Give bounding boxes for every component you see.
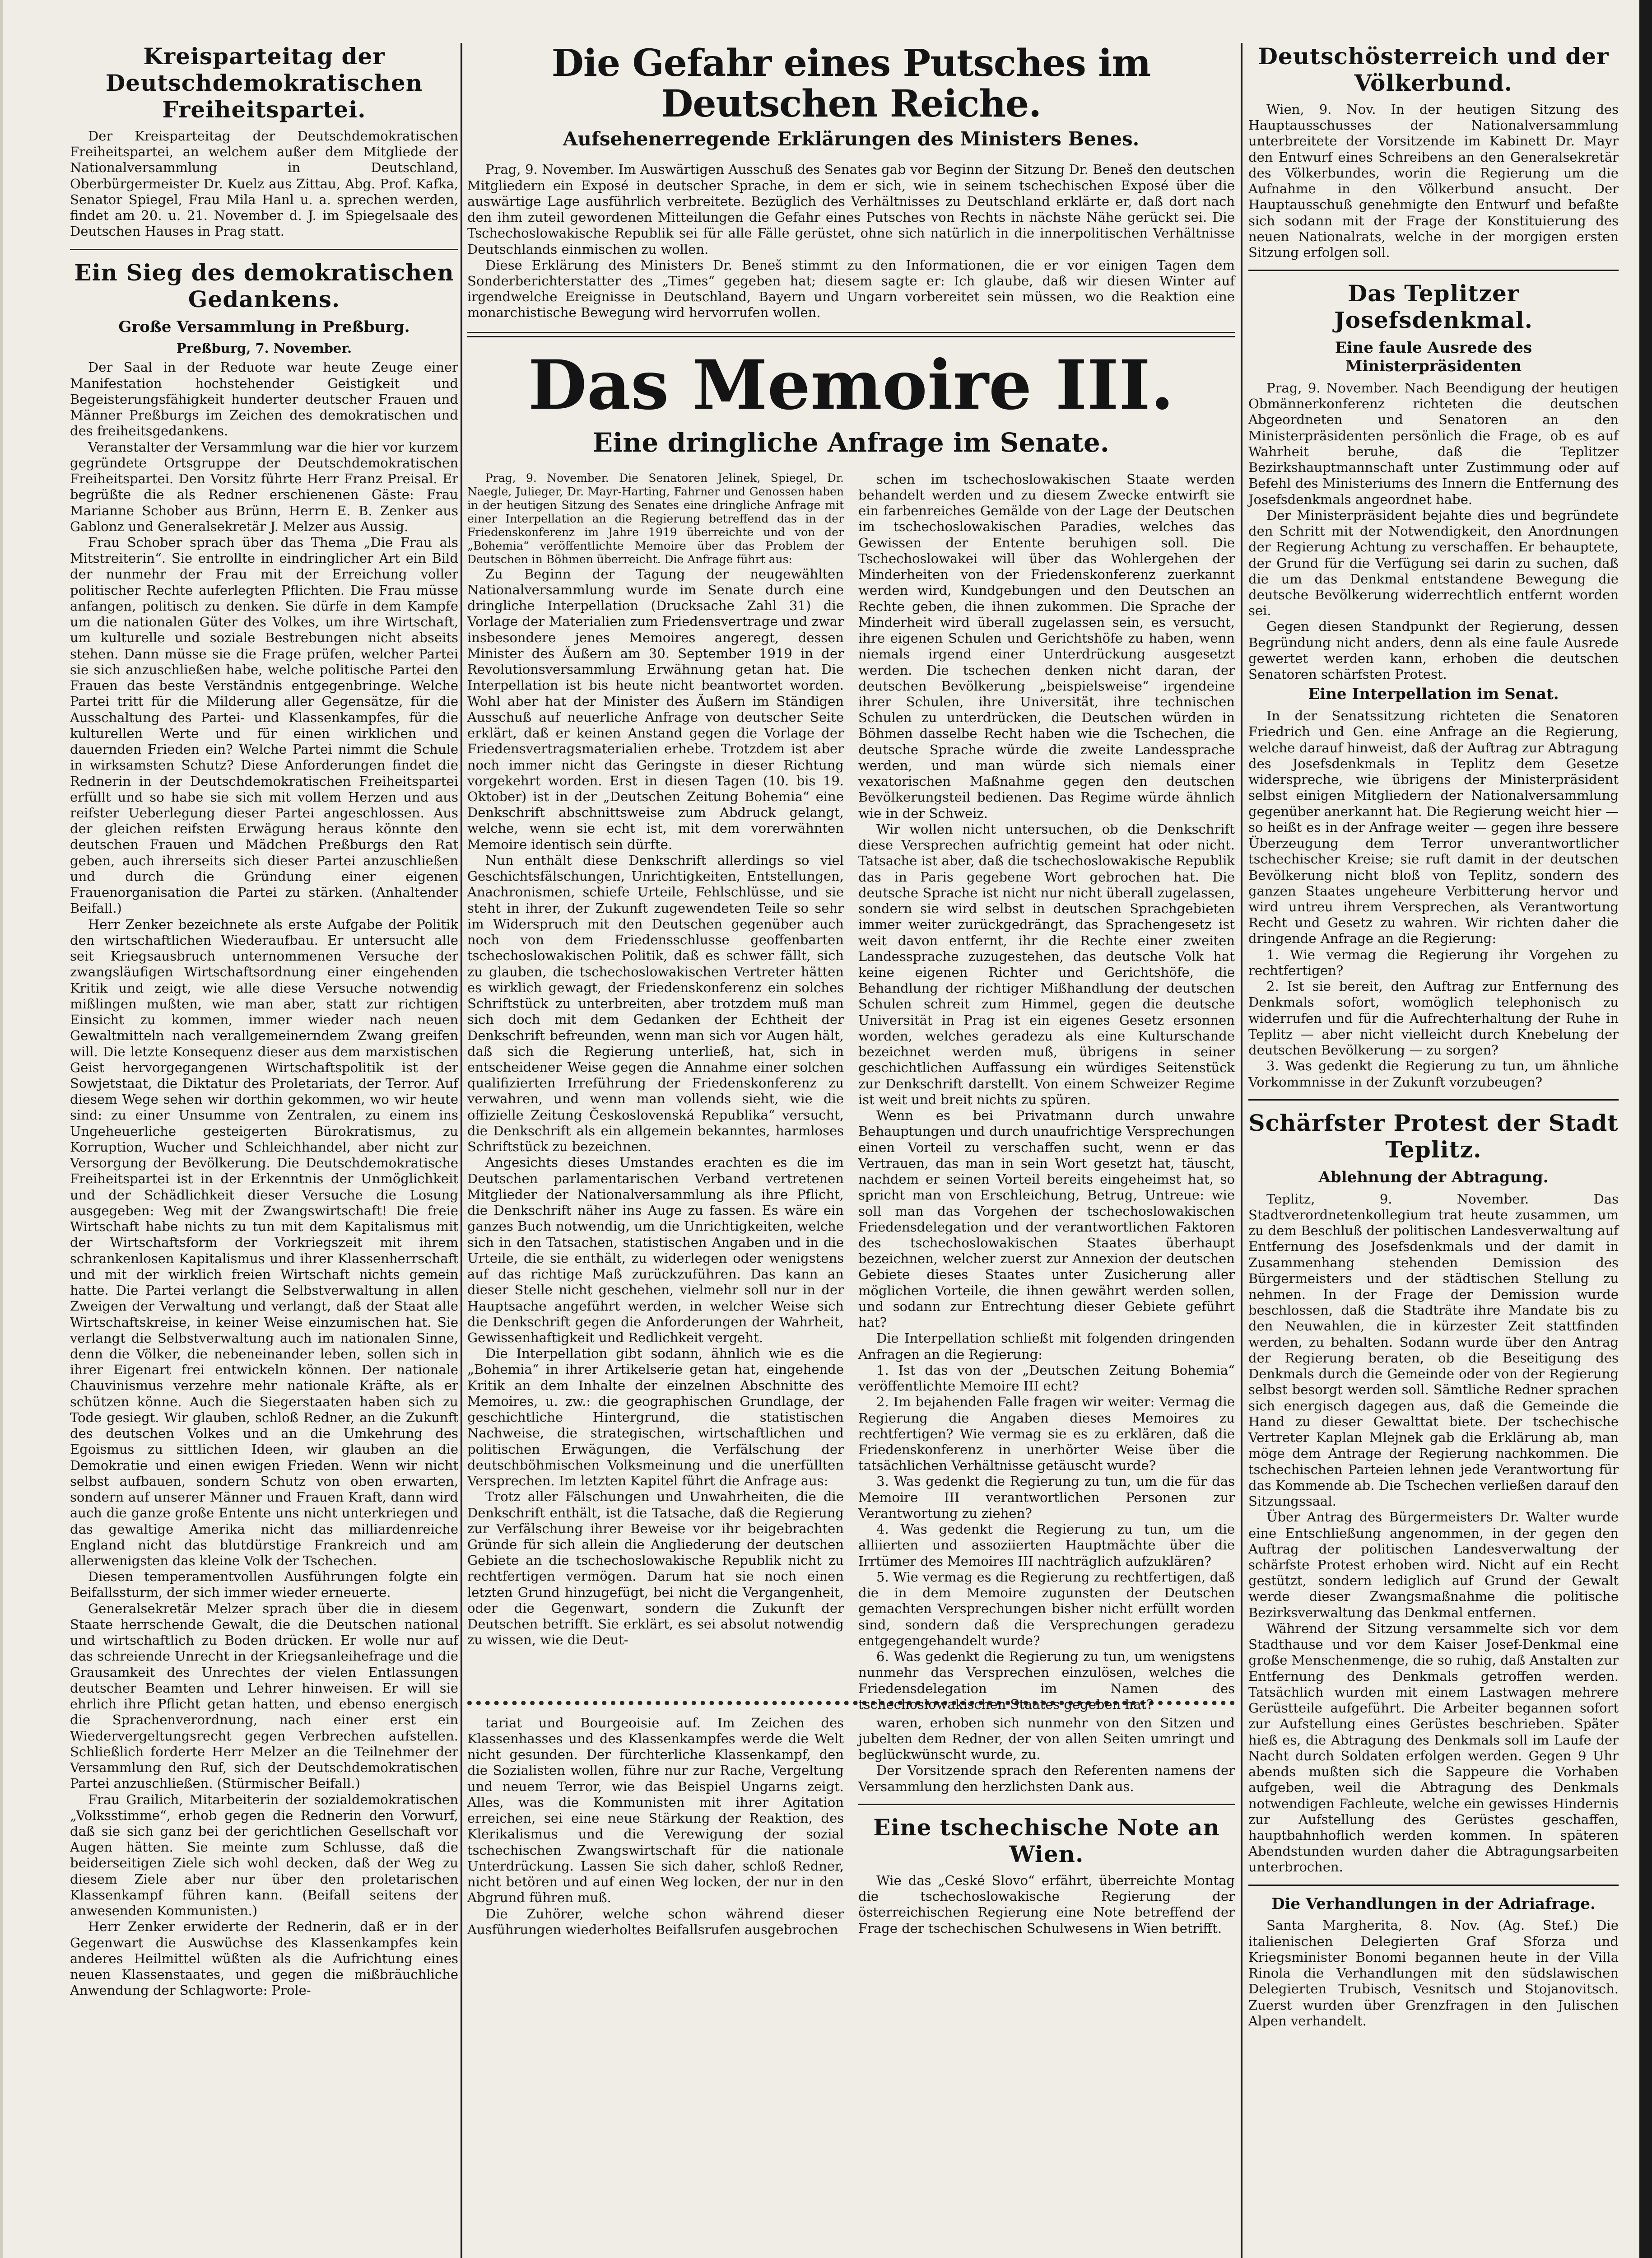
article-title: Das Teplitzer Josefsdenkmal. — [1334, 280, 1533, 334]
paragraph: Teplitz, 9. November. Das Stadtverordnetenkollegium trat heute zusammen, um zu dem Beschluß der politischen Landesverwaltung auf Entfernung des Josefsdenkmals und der damit in Zusammenhang stehenden Demission des Bürgermeisters und der städtischen Stellung zu nehmen. In der Frage der Demission wurde beschlossen, daß die Stadträte ihre Mandate bis zu den Neuwahlen, die in kürzester Zeit stattfinden werden, zu behalten. Sodann wurde über den Antrag der Regierung beraten, ob die Beseitigung des Denkmals durch die Gemeinde oder von der Regierung selbst besorgt werden soll. Sämtliche Redner sprachen sich energisch dagegen aus, daß die Gemeinde die Hand zu dieser Gewalttat biete. Der tschechische Vertreter Kaplan Mlejnek gab die Erklärung ab, man möge dem Antrage der Regierung nachkommen. Die tschechischen Parteien lehnen jede Verantwortung für das Kommende ab. Die Tschechen verließen darauf den Sitzungssaal. — [1248, 1191, 1619, 1509]
column-left — [70, 43, 458, 2258]
column-center — [467, 43, 1235, 2258]
paragraph: Prag, 9. November. Nach Beendigung der heutigen Obmännerkonferenz richteten die deutschen Abgeordneten und Senatoren an den Ministerpräsidenten persönlich die Frage, ob es auf Wahrheit beruhe, daß die Teplitzer Bezirkshauptmannschaft unter Zustimmung oder auf Befehl des Ministeriums des Innern die Entfernung des Josefsdenkmals angeordnet habe. — [1248, 380, 1619, 507]
continuation-right — [858, 1715, 1235, 1938]
article-subtitle: Große Versammlung in Preßburg. — [118, 317, 410, 336]
article-title: Eine tschechische Note an Wien. — [873, 1814, 1220, 1867]
column-rule — [461, 43, 462, 2258]
memoire-left-column — [467, 471, 844, 1691]
paragraph: Zu Beginn der Tagung der neugewählten Nationalversammlung wurde im Senate durch eine dringliche Interpellation (Drucksache Zahl 31) die Vorlage der Materialien zum Friedensvertrage und zwar insbesondere jenes Memoires angeregt, dessen Minister des Äußern am 30. September 1919 in der Revolutionsversammlung Erwähnung getan hat. Die Interpellation ist bis heute nicht beantwortet worden. Wohl aber hat der Minister des Äußern im Ständigen Ausschuß auf neuerliche Anfrage von deutscher Seite erklärt, daß er keinen Anstand gegen die Vorlage der Friedensvertragsmaterialien erhebe. Trotzdem ist aber noch immer nicht das Geringste in dieser Richtung vorgekehrt worden. Erst in diesen Tagen (10. bis 19. Oktober) ist in der „Deutschen Zeitung Bohemia“ eine Denkschrift abschnittsweise zum Abdruck gelangt, welche, wenn sie echt ist, mit dem vorerwähnten Memoire identisch sein dürfte. — [467, 566, 844, 852]
divider — [70, 249, 458, 250]
paragraph: Der Ministerpräsident bejahte dies und begründete den Schritt mit der Notwendigkeit, den Anordnungen der Regierung Achtung zu verschaffen. Er behauptete, der Grund für die Verfügung sei darin zu suchen, daß die um das Denkmal entstandene Bewegung die deutsche Bevölkerung widerrechtlich entfernt worden sei. — [1248, 507, 1619, 619]
paragraph: Prag, 9. November. Im Auswärtigen Ausschuß des Senates gab vor Beginn der Sitzung Dr. Beneš den deutschen Mitgliedern ein Exposé in deutscher Sprache, in dem er sich, wie in seinem tschechischen Exposé über die auswärtige Lage ausführlich verbreitete. Bezüglich des Verhältnisses zu Deutschland erklärte er, daß dort nach den ihm zuteil gewordenen Mitteilungen die Gefahr eines Putsches von Rechts in nächste Nähe gerückt sei. Die Tschechoslowakische Republik sei für alle Fälle gerüstet, ohne sich natürlich in die innerpolitischen Verhältnisse Deutschlands einmischen zu wollen. — [467, 162, 1235, 257]
paragraph: Die Interpellation gibt sodann, ähnlich wie es die „Bohemia“ in ihrer Artikelserie getan hat, eingehende Kritik an dem Inhalte der einzelnen Abschnitte des Memoires, u. zw.: die geographischen Grundlage, der geschichtliche Hintergrund, die statistischen Nachweise, die strategischen, wirtschaftlichen und politischen Erwägungen, die Verfälschung der deutschböhmischen Volksmeinung und die unerfüllten Versprechen. Im letzten Kapitel führt die Anfrage aus: — [467, 1346, 844, 1489]
paragraph: Der Vorsitzende sprach den Referenten namens der Versammlung den herzlichsten Dank aus. — [858, 1763, 1235, 1794]
paragraph: 2. Im bejahenden Falle fragen wir weiter: Vermag die Regierung die Angaben dieses Memoires zu rechtfertigen? Wie vermag sie es zu erklären, daß die Friedenskonferenz in unerhörter Weise über die tatsächlichen Verhältnisse getäuscht wurde? — [858, 1394, 1235, 1474]
divider — [467, 332, 1235, 337]
paragraph: Santa Margherita, 8. Nov. (Ag. Stef.) Die italienischen Delegierten Graf Sforza und Kriegsminister Bonomi begannen heute in der Villa Rinola die Verhandlungen mit den südslawischen Delegierten Trubisch, Vesnitsch und Stojanovitsch. Zuerst wurden über Grenzfragen in den Julischen Alpen verhandelt. — [1248, 1917, 1619, 2029]
paragraph: Frau Grailich, Mitarbeiterin der sozialdemokratischen „Volksstimme“, erhob gegen die Rednerin den Vorwurf, daß sie sich ganz bei der gerichtlichen Gesellschaft vor Augen hätten. Sie meinte zum Schlusse, daß die beiderseitigen Ziele sich wohl decken, daß der Weg zu diesem Ziele aber nur über den proletarischen Klassenkampf führen kann. (Beifall seitens der anwesenden Kommunisten.) — [70, 1791, 458, 1919]
paragraph: 6. Was gedenkt die Regierung zu tun, um wenigstens nunmehr das Versprechen einzulösen, welches die Friedensdelegation im Namen des tschechoslowakischen Staates gegeben hat? — [858, 1649, 1235, 1712]
paragraph: Die Zuhörer, welche schon während dieser Ausführungen wiederholtes Beifallsrufen ausgebrochen — [467, 1906, 844, 1937]
article-subtitle: Eine faule Ausrede des Ministerpräsidenten — [1335, 339, 1532, 376]
paragraph: 3. Was gedenkt die Regierung zu tun, um die für das Memoire III verantwortlichen Personen zur Verantwortung zu ziehen? — [858, 1474, 1235, 1521]
main-subheadline: Aufsehenerregende Erklärungen des Ministers Benes. — [563, 128, 1140, 150]
article-title: Ein Sieg des demokratischen Gedankens. — [74, 259, 454, 313]
paragraph: Der Saal in der Reduote war heute Zeuge einer Manifestation hochstehender Geistigkeit und Begeisterungsfähigkeit hunderter deutscher Frauen und Männer Preßburgs im Zeichen des demokratischen und des freiheitsgedankens. — [70, 359, 458, 439]
memoire-title: Das Memoire III. — [528, 345, 1174, 425]
column-rule — [1241, 43, 1242, 2258]
paragraph: Nun enthält diese Denkschrift allerdings so viel Geschichtsfälschungen, Unrichtigkeiten, Entstellungen, Anachronismen, schiefe Urteile, Fehlschlüsse, und sie steht in ihrer, der Zukunft zugewendeten Teile so sehr im Widerspruch mit den Deutschen gegenüber auch noch von dem Friedensschlusse geoffenbarten tschechoslowakischen Politik, daß es schwer fällt, sich zu glauben, die tschechoslowakischen Vertreter hätten es wirklich gewagt, der Friedenskonferenz ein solches Schriftstück zu unterbreiten, aber trotzdem muß man sich doch mit dem Gedanken der Echtheit der Denkschrift befreunden, wenn man sich vor Augen hält, daß sich die Regierung unterließ, hat, sich in entscheidener Weise gegen die Annahme einer solchen qualifizierten Irreführung der Friedenskonferenz zu verwahren, und wenn man vollends sieht, wie die offizielle Zeitung Československá Republika“ versucht, die Denkschrift als ein allgemein bekanntes, harmloses Schriftstück zu bezeichnen. — [467, 852, 844, 1155]
dateline: Preßburg, 7. November. — [176, 341, 352, 356]
paragraph: 1. Wie vermag die Regierung ihr Vorgehen zu rechtfertigen? — [1248, 947, 1619, 978]
article-title: Kreisparteitag der Deutschdemokratischen Freiheitspartei. — [105, 43, 423, 123]
paragraph: Herr Zenker erwiderte der Rednerin, daß er in der Gegenwart die Auswüchse des Klassenkampfes kein anderes Heilmittel wüßten als die Aufrichtung eines neuen Klassenstaates, und gegen die mißbräuchliche Anwendung der Schlagworte: Prole- — [70, 1919, 458, 1998]
paragraph: Frau Schober sprach über das Thema „Die Frau als Mitstreiterin“. Sie entrollte in eindringlicher Art ein Bild der nunmehr der Frau mit der Erreichung voller politischer Rechte auferlegten Pflichten. Die Frau müsse anfangen, politisch zu denken. Sie dürfe in dem Kampfe um die nationalen Güter des Volkes, um ihre Wirtschaft, um kulturelle und soziale Bestrebungen nicht abseits stehen. Dann müsse sie die Frage prüfen, welcher Partei sie sich anzuschließen habe, welche politische Partei den Frauen das beste Verständnis entgegenbringe. Welche Partei tritt für die Milderung aller Gegensätze, für die Ausschaltung des Partei- und Klassenkampfes, für die kulturellen Werte und für einen wirklichen und dauernden Frieden ein? Welche Partei nimmt die Schule in wirksamsten Schutz? Diese Anforderungen findet die Rednerin in der Deutschdemokratischen Freiheitspartei erfüllt und so habe sie sich mit vollem Herzen und aus reifster Ueberlegung dieser Partei angeschlossen. Aus der gleichen reifsten Erwägung heraus könnte den deutschen Frauen und Mädchen Preßburgs den Rat geben, auch ihrerseits sich dieser Partei anzuschließen und durch die Gründung einer eigenen Frauenorganisation die Partei zu stärken. (Anhaltender Beifall.) — [70, 535, 458, 916]
main-headline: Die Gefahr eines Putsches im Deutschen Reiche. — [551, 42, 1151, 126]
paragraph: 2. Ist sie bereit, den Auftrag zur Entfernung des Denkmals sofort, womöglich telephonisch zu widerrufen und für die Aufrechterhaltung der Ruhe in Teplitz — aber nicht vielleicht durch Knebelung der deutschen Bevölkerung — zu sorgen? — [1248, 979, 1619, 1058]
divider — [1248, 1885, 1619, 1886]
paragraph: Veranstalter der Versammlung war die hier vor kurzem gegründete Ortsgruppe der Deutschdemokratischen Freiheitspartei. Den Vorsitz führte Herr Franz Preisal. Er begrüßte die als Redner erschienenen Gäste: Frau Marianne Schober aus Brünn, Herrn E. B. Zenker aus Gablonz und Generalsekretär J. Melzer aus Aussig. — [70, 439, 458, 534]
paragraph: Diesen temperamentvollen Ausführungen folgte ein Beifallssturm, der sich immer wieder erneuerte. — [70, 1569, 458, 1600]
paragraph: Wenn es bei Privatmann durch unwahre Behauptungen und durch unaufrichtige Versprechungen einen Vorteil zu verschaffen sucht, wenn er das Vertrauen, das man in sein Wort gesetzt hat, täuscht, nachdem er seinen Vorteil bereits eingeheimst hat, so spricht man von Erschleichung, Betrug, Untreue: wie soll man das Vorgehen der tschechoslowakischen Friedensdelegation und der verantwortlichen Faktoren des tschechoslowakischen Staates überhaupt bezeichnen, welcher zuerst zur Annexion der deutschen Gebiete dieses Staates unter Zusicherung aller möglichen Vorteile, die ihnen gewährt werden sollen, und sodann zur Entrechtung dieser Gebiete geführt hat? — [858, 1108, 1235, 1330]
paragraph: 3. Was gedenkt die Regierung zu tun, um ähnliche Vorkommnisse in der Zukunft vorzubeugen? — [1248, 1058, 1619, 1090]
paragraph: Über Antrag des Bürgermeisters Dr. Walter wurde eine Entschließung angenommen, in der gegen den Auftrag der politischen Landesverwaltung der schärfste Protest erhoben wird. Nicht auf ein Recht gestützt, sondern lediglich auf Grund der Gewalt werde dieser Zwangsmaßnahme die politische Bezirksverwaltung das Denkmal entfernen. — [1248, 1509, 1619, 1620]
paragraph: Gegen diesen Standpunkt der Regierung, dessen Begründung nicht anders, denn als eine faule Ausrede gewertet werden kann, erhoben die deutschen Senatoren schärfsten Protest. — [1248, 619, 1619, 682]
paragraph: schen im tschechoslowakischen Staate werden behandelt werden und zu diesem Zwecke entwirft sie ein farbenreiches Gemälde von der Lage der Deutschen im tschechoslowakischen Paradies, welches das Gewissen der Entente beruhigen soll. Die Tschechoslowakei will über das Wohlergehen der Minderheiten von der Friedenskonferenz zuerkannt werden wird, Kundgebungen und den Deutschen an Rechte geben, die ihnen zukommen. Die Sprache der Minderheit wird überall zugelassen sein, es versucht, ihre eigenen Schulen und Gerichtshöfe zu haben, wenn niemals irgend einer Unterdrückung ausgesetzt werden. Die tschechen denken nicht daran, der deutschen Bevölkerung „beispielsweise“ irgendeine ihrer Schulen, ihre Universität, ihre technischen Schulen zu unterdrücken, die Deutschen würden in Böhmen dasselbe Recht haben wie die Tschechen, die deutsche Sprache würde die zweite Landessprache werden, und man würde sich niemals einer vexatorischen Maßnahme gegen den deutschen Bevölkerungsteil bedienen. Das Regime würde ähnlich wie in der Schweiz. — [858, 471, 1235, 821]
continuation-section — [467, 1715, 1235, 1938]
divider — [1248, 1099, 1619, 1101]
paragraph: 4. Was gedenkt die Regierung zu tun, um die alliierten und assoziierten Hauptmächte über die Irrtümer des Memoires III nachträglich aufzuklären? — [858, 1521, 1235, 1569]
article-body: Der Kreisparteitag der Deutschdemokratischen Freiheitspartei, an welchem außer dem Mitgliede der Nationalversammlung in Deutschland, Oberbürgermeister Dr. Kuelz aus Zittau, Abg. Prof. Kafka, Senator Spiegel, Frau Mila Hanl u. a. sprechen werden, findet am 20. u. 21. November d. J. im Spiegelsaale des Deutschen Hauses in Prag statt. — [70, 128, 458, 239]
paragraph: Wir wollen nicht untersuchen, ob die Denkschrift diese Versprechen aufrichtig gemeint hat oder nicht. Tatsache ist aber, daß die tschechoslowakische Republik das in Paris gegebene Wort gebrochen hat. Die deutsche Sprache ist nicht nur nicht überall zugelassen, sondern sie wird selbst in deutschen Sprachgebieten immer weiter zurückgedrängt, das Sprachengesetz ist weit davon entfernt, ihr die Rechte einer zweiten Landessprache zuzugestehen, das deutsche Volk hat keine eigenen Richter und Gerichtshöfe, die Behandlung der richtiger Mißhandlung der deutschen Schulen schreit zum Himmel, gegen die deutsche Universität in Prag ist ein eigenes Gesetz ersonnen worden, welches geradezu als eine Kulturschande bezeichnet werden muß, übrigens in seiner geschichtlichen Auffassung ein würdiges Seitenstück zur Denkschrift darstellt. Von einem Schweizer Regime ist weit und breit nichts zu spüren. — [858, 821, 1235, 1107]
paragraph: Trotz aller Fälschungen und Unwahrheiten, die die Denkschrift enthält, ist die Tatsache, daß die Regierung zur Verfälschung ihrer Beweise vor ihr beigebrachten Gründe für sich allein die Angliederung der deutschen Gebiete an die tschechoslowakische Republik nicht zu rechtfertigen vermögen. Darum hat sie noch einen letzten Grund hinzugefügt, bei nicht die Vergangenheit, oder die Gegenwart, sondern die Zukunft der Deutschen betrifft. Sie erklärt, es sei absolut notwendig zu wissen, wie die Deut- — [467, 1489, 844, 1648]
memoire-body — [467, 471, 1235, 1712]
article-title: Die Verhandlungen in der Adriafrage. — [1271, 1894, 1596, 1913]
paragraph: Wie das „Ceské Slovo“ erfährt, überreichte Montag die tschechoslowakische Regierung der österreichischen Regierung eine Note betreffend der Frage der tschechischen Schulwesens in Wien betrifft. — [858, 1872, 1235, 1936]
paragraph: Generalsekretär Melzer sprach über die in diesem Staate herrschende Gewalt, die die Deutschen national und wirtschaftlich zu Boden drücken. Er wolle nur auf das schreiende Unrecht in der Kriegsanleihefrage und die Grausamkeit des Unrechtes der vielen Entlassungen deutscher Beamten und Lehrer hinweisen. Er will sie ehrlich ihre Pflicht getan hatten, und ebenso energisch die Sprachenverordnung, nach einer erst ein Wiedervergeltungsrecht gegen Verbrechen aufstellen. Schließlich forderte Herr Melzer an die Teilnehmer der Versammlung den Ruf, sich der Deutschdemokratischen Partei anzuschließen. (Stürmischer Beifall.) — [70, 1600, 458, 1791]
memoire-right-column — [858, 471, 1235, 1712]
paragraph: tariat und Bourgeoisie auf. Im Zeichen des Klassenhasses und des Klassenkampfes werde die Welt nicht gesunden. Der fürchterliche Klassenkampf, den die Sozialisten wollen, führe nur zur Rache, Vergeltung und neuem Terror, wie das Beispiel Ungarns zeigt. Alles, was die Kommunisten mit ihrer Agitation erreichen, sei eine neue Stärkung der Reaktion, des Klerikalismus und die Verewigung der sozial tschechischen Zwangswirtschaft für die nationale Unterdrückung. Lassen Sie sich daher, schloß Redner, nicht betören und auf einen Weg locken, der nur in den Abgrund führen muß. — [467, 1715, 844, 1906]
paragraph: Herr Zenker bezeichnete als erste Aufgabe der Politik den wirtschaftlichen Wiederaufbau. Er untersucht alle seit Kriegsausbruch unternommenen Versuche der zwangsläufigen Wirtschaftsordnung einer eingehenden Kritik und zeigt, wie alle diese Versuche notwendig mißlingen mußten, wie man aber, statt zur richtigen Einsicht zu kommen, immer wieder nach neuen Gewaltmitteln nach verallgemeinerndem Zwang greifen will. Die letzte Konsequenz dieser aus dem marxistischen Geist hervorgegangenen Wirtschaftspolitik ist der Sowjetstaat, die Diktatur des Proletariats, der Terror. Auf diesem Wege sehen wir dorthin gekommen, wo wir heute sind: zu einer Unsumme von Zentralen, zu einem ins Ungeheuerliche gesteigerten Bürokratismus, zu Korruption, Wucher und Schleichhandel, aber nicht zur Versorgung der Bevölkerung. Die Deutschdemokratische Freiheitspartei ist in der Erkenntnis der Unmöglichkeit und der Schädlichkeit dieser Versuche die Losung ausgegeben: Weg mit der Zwangswirtschaft! Die freie Wirtschaft habe nichts zu tun mit dem Kapitalismus mit der Wirtschaftsform der Vorkriegszeit mit ihrem schrankenlosen Kapitalismus und ihrer Klassenherrschaft und mit der wirklich freien Wirtschaft nichts gemein hatte. Die Partei verlangt die Selbstverwaltung in allen Zweigen der Verwaltung und verlangt, daß der Staat alle Wirtschaftskreise, in keiner Weise einzumischen hat. Sie verlangt die Selbstverwaltung auch im nationalen Sinne, denn die Völker, die nebeneinander leben, sollen sich in ihrer Eigenart frei entwickeln können. Der nationale Chauvinismus verzehre mehr nationale Kräfte, als er schützen könne. Auch die Siegerstaaten haben sich zu Tode gesiegt. Wir glauben, schloß Redner, an die Zukunft des deutschen Volkes und an die Umkehrung des Egoismus zu sittlichen Ideen, wir glauben an die Demokratie und einen ewigen Frieden. Wenn wir nicht selbst aufbauen, sondern Schutz von oben erwarten, sondern auf unserer Männer und Frauen Kraft, dann wird auch die ganze große Entente uns nicht unterkriegen und das gewaltige Amerika nicht das milliardenreiche England nicht das blutdürstige Frankreich und am allerwenigsten das kleine Volk der Tschechen. — [70, 916, 458, 1569]
article-subtitle: Ablehnung der Abtragung. — [1318, 1168, 1549, 1186]
paragraph: In der Senatssitzung richteten die Senatoren Friedrich und Gen. eine Anfrage an die Regierung, welche darauf hinweist, daß der Auftrag zur Abtragung des Josefsdenkmals in Teplitz dem Gesetze widerspreche, wie übrigens der Ministerpräsident selbst einigen Mitgliedern der Nationalversammlung gegenüber anerkannt hat. Die Regierung weicht hier — so heißt es in der Anfrage weiter — gegen ihre bessere Überzeugung dem Terror unverantwortlicher tschechischer Kreise; sie ruft damit in der deutschen Bevölkerung nicht bloß von Teplitz, sondern des ganzen Staates ungeheure Verbitterung hervor und wird untreu ihrem Versprechen, als Verantwortung Recht und Gesetz zu wahren. Wir richten daher die dringende Anfrage an die Regierung: — [1248, 708, 1619, 947]
column-right — [1248, 43, 1619, 2258]
paragraph: 5. Wie vermag es die Regierung zu rechtfertigen, daß die in dem Memoire zugunsten der Deutschen gemachten Versprechungen bisher nicht erfüllt worden sind, sondern daß die Versprechungen geradezu entgegengehandelt wurde? — [858, 1569, 1235, 1648]
paragraph: 1. Ist das von der „Deutschen Zeitung Bohemia“ veröffentlichte Memoire III echt? — [858, 1362, 1235, 1394]
paragraph: waren, erhoben sich nunmehr von den Sitzen und jubelten dem Redner, der von allen Seiten umringt und beglückwünscht wurde, zu. — [858, 1715, 1235, 1763]
article-title: Deutschösterreich und der Völkerbund. — [1258, 43, 1609, 96]
divider — [858, 1804, 1235, 1805]
paragraph: Während der Sitzung versammelte sich vor dem Stadthause und vor dem Kaiser Josef-Denkmal eine große Menschenmenge, die so ruhig, daß Anstalten zur Entfernung des Denkmals getroffen werden. Tatsächlich wurden mit einem Lastwagen mehrere Gerüstteile aufgeführt. Die Arbeiter begannen sofort zur Aufstellung eines Gerüstes beschrieben. Später hieß es, die Abtragung des Denkmals soll im Laufe der Nacht durch Soldaten erfolgen werden. Gegen 9 Uhr abends mußten sich die Sappeure die Vorhaben aufgeben, weil die Abtragung des Denkmals notwendigen Fachleute, welche ein gewisses Hindernis zur Aufstellung des Gerüstes geschaffen, hauptbahnhoflich werden kommen. In späteren Abendstunden wurden daher die Abtragungsarbeiten unterbrochen. — [1248, 1620, 1619, 1875]
article-title: Schärfster Protest der Stadt Teplitz. — [1248, 1109, 1619, 1163]
divider — [1248, 270, 1619, 271]
paragraph: Angesichts dieses Umstandes erachten es die im Deutschen parlamentarischen Verband vertretenen Mitglieder der Nationalversammlung als ihre Pflicht, die Denkschrift näher ins Auge zu fassen. Es wäre ein ganzes Buch notwendig, um die Unrichtigkeiten, welche sich in den Tatsachen, statistischen Angaben und in die Urteile, die sie enthält, zu widerlegen oder wenigstens auf das richtige Maß zurückzuführen. Das kann an dieser Stelle nicht geschehen, vielmehr soll nur in der Hauptsache angeführt werden, in welcher Weise sich die Denkschrift gegen die Anforderungen der Wahrheit, Gewissenhaftigkeit und Redlichkeit vergeht. — [467, 1155, 844, 1345]
memoire-subtitle: Eine dringliche Anfrage im Senate. — [593, 427, 1109, 458]
article-subtitle: Eine Interpellation im Senat. — [1308, 685, 1559, 704]
paragraph: Die Interpellation schließt mit folgenden dringenden Anfragen an die Regierung: — [858, 1330, 1235, 1362]
continuation-left — [467, 1715, 844, 1938]
paragraph: Prag, 9. November. Die Senatoren Jelinek, Spiegel, Dr. Naegle, Julieger, Dr. Mayr-Harting, Fahrner und Genossen haben in der heutigen Sitzung des Senates eine dringliche Anfrage mit einer Interpellation an die Regierung betreffend das in der Friedenskonferenz im Jahre 1919 überreichte und von der „Bohemia“ veröffentlichte Memoire über das Problem der Deutschen in Böhmen überreicht. Die Anfrage führt aus: — [467, 471, 844, 566]
paragraph: Wien, 9. Nov. In der heutigen Sitzung des Hauptausschusses der Nationalversammlung unterbreitete der Vorsitzende im Kabinett Dr. Mayr den Entwurf eines Schreibens an den Generalsekretär des Völkerbundes, worin die Regierung um die Aufnahme in den Völkerbund ansucht. Der Hauptausschuß genehmigte den Entwurf und befaßte sich sodann mit der Frage der Konstituierung des neuen Nationalrats, welche in der morgigen ersten Sitzung erfolgen soll. — [1248, 102, 1619, 261]
paragraph: Diese Erklärung des Ministers Dr. Beneš stimmt zu den Informationen, die er vor einigen Tagen dem Sonderberichterstatter des „Times“ gegeben hat; diesem sagte er: Ich glaube, daß wir diesen Winter auf irgendwelche Ereignisse in Deutschland, Bayern und Ungarn vorbereitet sein müssen, wo die Reaktion eine monarchistische Bewegung wird hervorrufen wollen. — [467, 257, 1235, 321]
